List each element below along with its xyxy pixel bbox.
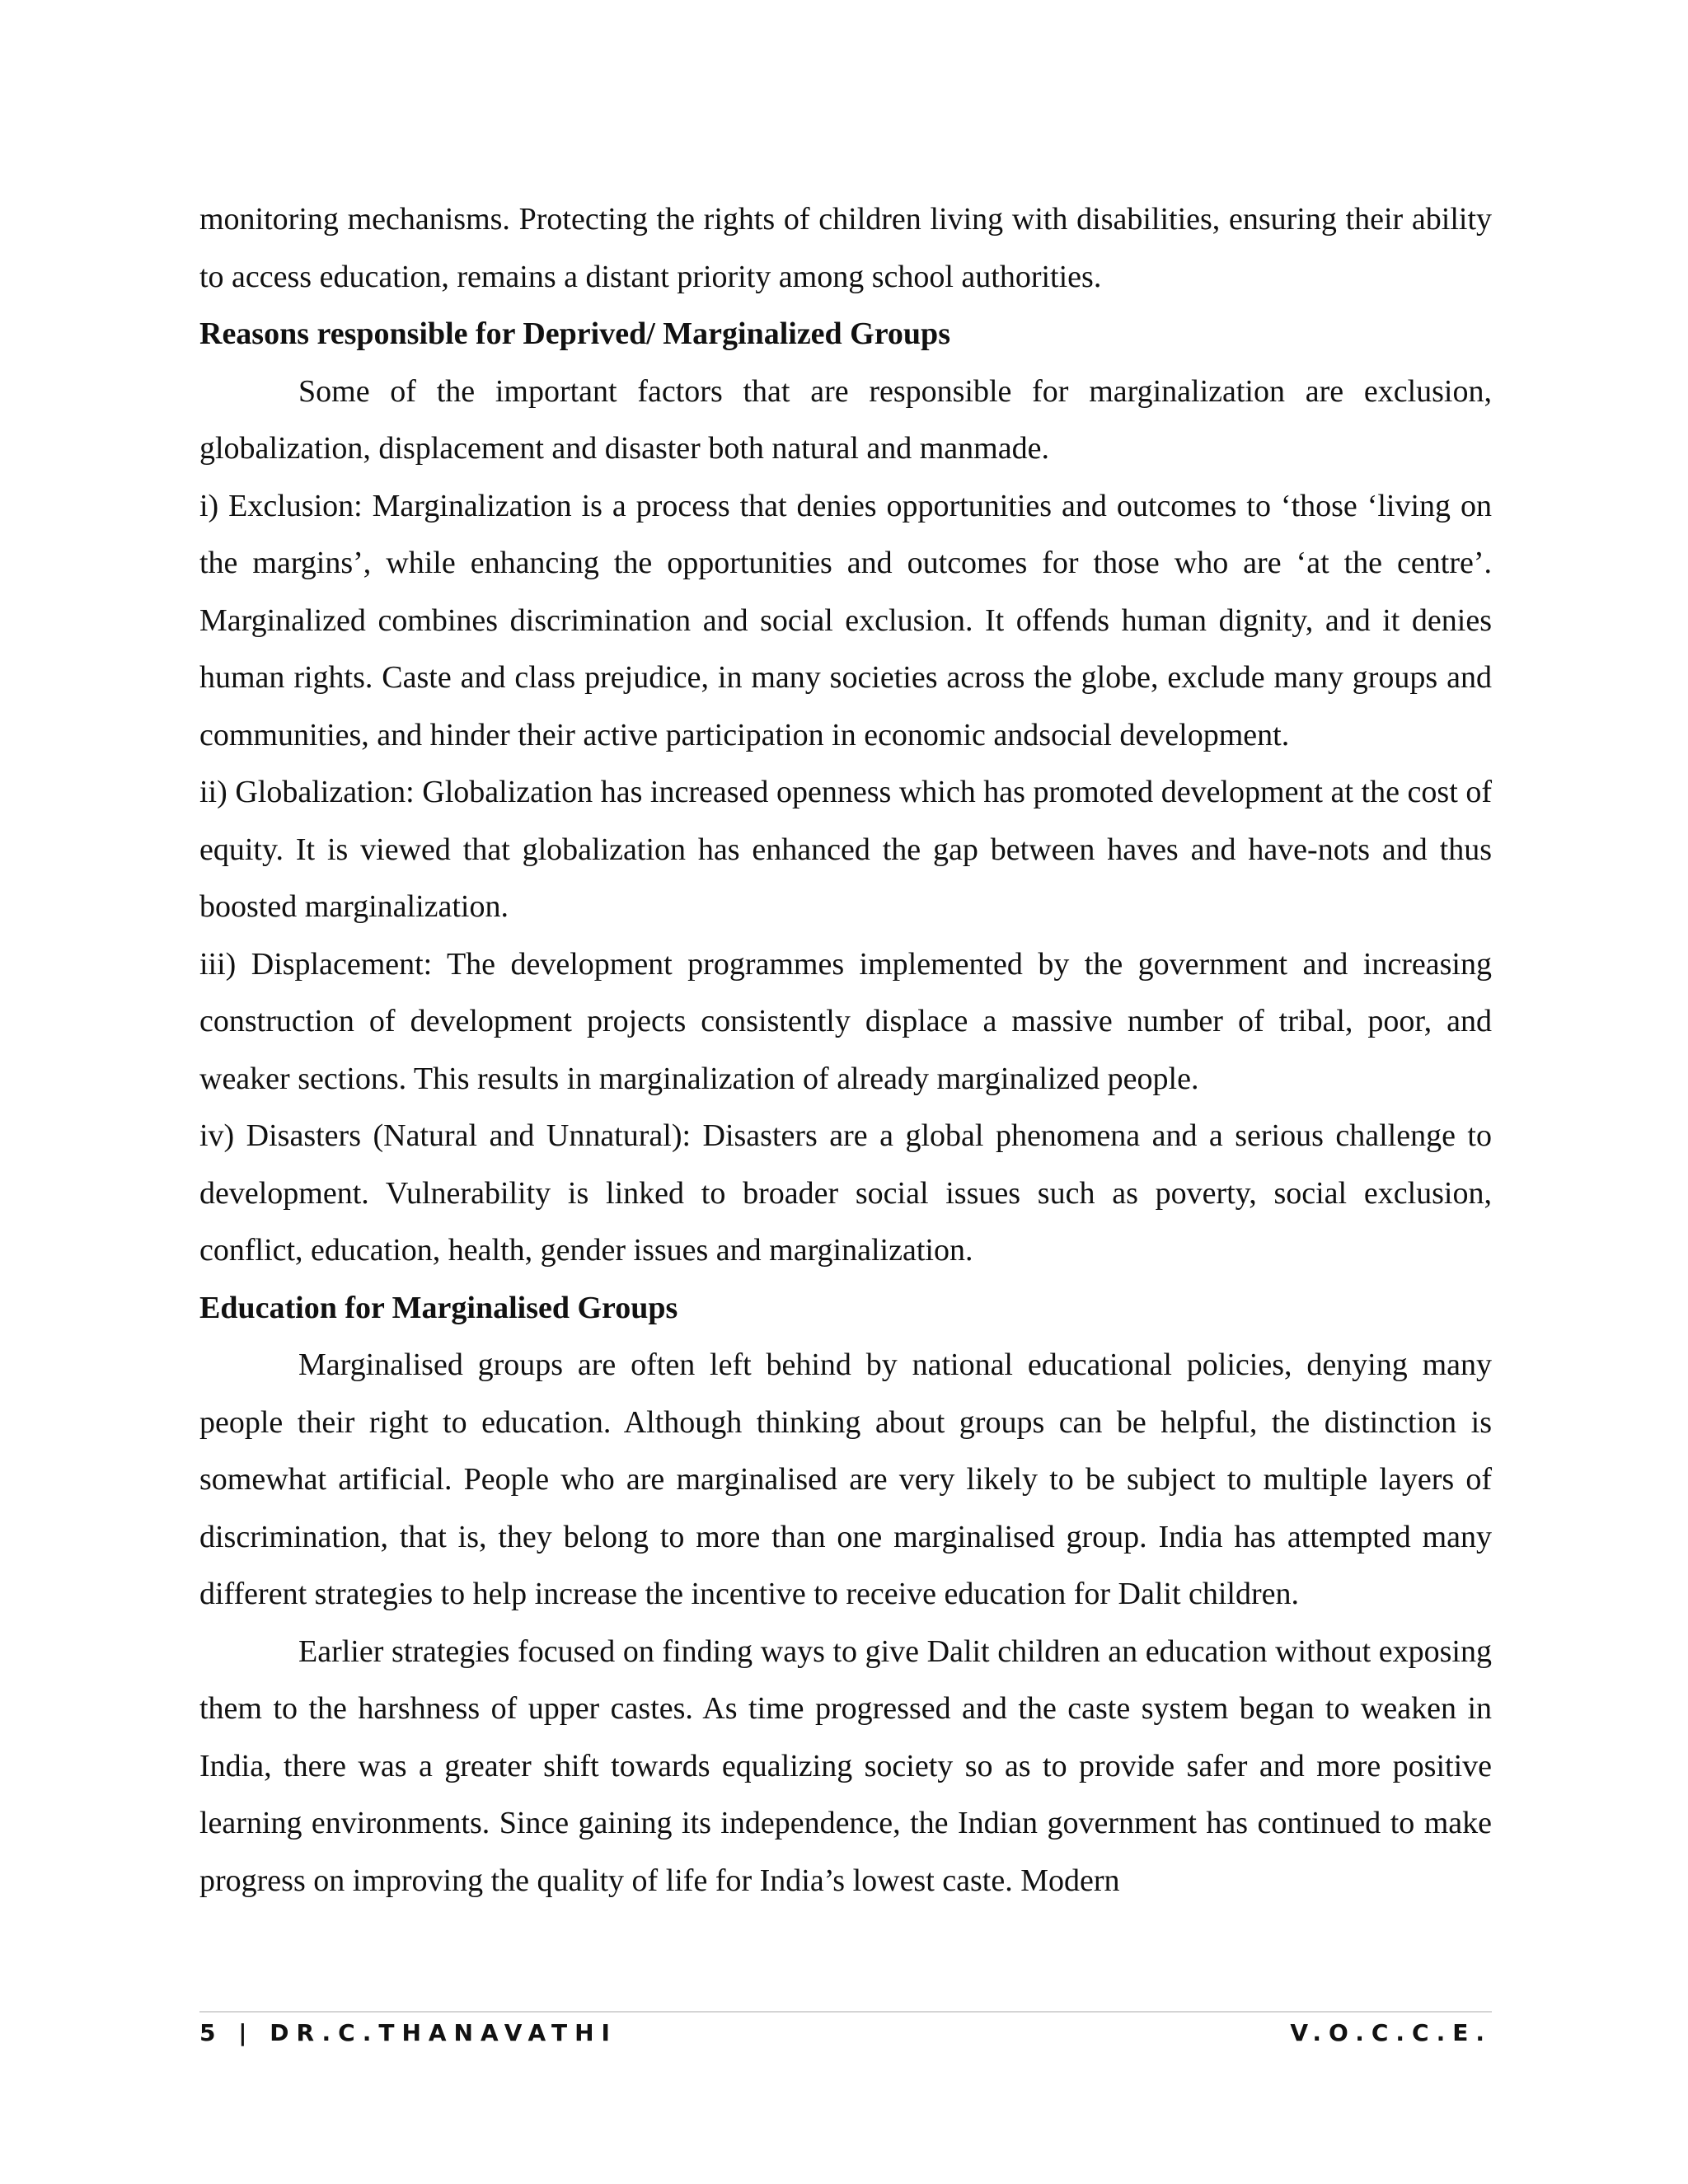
paragraph: iv) Disasters (Natural and Unnatural): Disasters are a global phenomena and a serious challenge to development. Vulnerability is linked to broader social issues such as poverty, social exclusion, conflict, education, health, gender issues and marginalization. <box>199 1118 1492 1268</box>
paragraph: ii) Globalization: Globalization has increased openness which has promoted development at the cost of equity. It is viewed that globalization has enhanced the gap between haves and have-nots and thus boosted marginalization. <box>199 775 1492 924</box>
footer-divider <box>199 2011 1492 2013</box>
paragraph: iii) Displacement: The development programmes implemented by the government and increasing construction of development projects consistently displace a massive number of tribal, poor, and weaker sections. This results in marginalization of already marginalized people. <box>199 946 1492 1096</box>
page-footer <box>199 2019 1492 2060</box>
body-text <box>199 191 1492 1910</box>
paragraph: monitoring mechanisms. Protecting the rights of children living with disabilities, ensuring their ability to access education, remains a distant priority among school authorities. <box>199 202 1492 294</box>
section-heading: Education for Marginalised Groups <box>199 1290 678 1325</box>
footer-author: 5 | DR.C.THANAVATHI <box>199 2019 617 2046</box>
paragraph: Earlier strategies focused on finding ways to give Dalit children an education without exposing them to the harshness of upper castes. As time progressed and the caste system began to weaken in India, there was a greater shift towards equalizing society so as to provide safer and more positive learning environments. Since gaining its independence, the Indian government has continued to make progress on improving the quality of life for India’s lowest caste. Modern <box>199 1633 1492 1898</box>
paragraph: Marginalised groups are often left behind by national educational policies, denying many people their right to education. Although thinking about groups can be helpful, the distinction is somewhat artificial. People who are marginalised are very likely to be subject to multiple layers of discrimination, that is, they belong to more than one marginalised group. India has attempted many different strategies to help increase the incentive to receive education for Dalit children. <box>199 1347 1492 1611</box>
section-heading: Reasons responsible for Deprived/ Marginalized Groups <box>199 316 950 351</box>
paragraph: i) Exclusion: Marginalization is a process that denies opportunities and outcomes to ‘those ‘living on the margins’, while enhancing the opportunities and outcomes for those who are ‘at the centre’. Marginalized combines discrimination and social exclusion. It offends human dignity, and it denies human rights. Caste and class prejudice, in many societies across the globe, exclude many groups and communities, and hinder their active participation in economic andsocial development. <box>199 488 1492 752</box>
footer-institution: V.O.C.C.E. <box>1290 2019 1492 2046</box>
paragraph: Some of the important factors that are responsible for marginalization are exclusion, globalization, displacement and disaster both natural and manmade. <box>199 373 1492 466</box>
